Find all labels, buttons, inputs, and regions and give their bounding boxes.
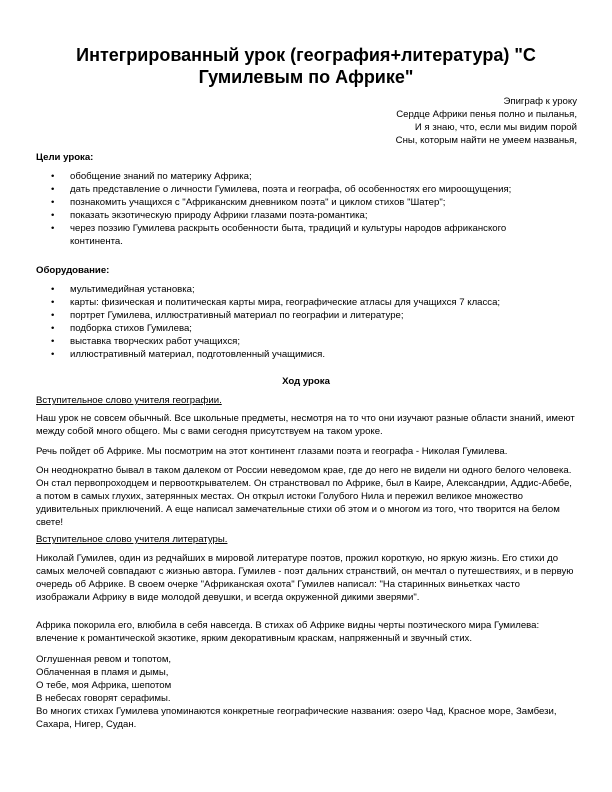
list-item: • подборка стихов Гумилева;: [36, 322, 556, 335]
list-item: • карты: физическая и политическая карты мира, географические атласы для учащихся 7 класса;: [36, 296, 556, 309]
list-item: • через поэзию Гумилева раскрыть особенности быта, традиций и культуры народов африканского континента.: [36, 222, 556, 248]
poem-line: Облаченная в пламя и дымы,: [36, 667, 169, 678]
epigraph-line: Сны, которым найти не умеем названья,: [395, 135, 577, 146]
paragraph-exotic: Африка покорила его, влюбила в себя навсегда. В стихах об Африке видны черты поэтического мира Гумилева: влечение к романтической экзотике, ярким декоративным краскам, напряженный и звучный стих.: [36, 620, 540, 644]
lit-intro-title: Вступительное слово учителя литературы.: [36, 534, 228, 545]
paragraph-gumilev: Николай Гумилев, один из редчайших в мировой литературе поэтов, прожил короткую, но яркую жизнь. Его стихи до самых мелочей совпадают с жизнью автора. Гумилев - поэт дальних странствий, он мечтал о путешествиях, и в первую очередь об Африке. В своем очерке "Африканская охота" Гумилев написал: "На старинных виньетках часто изображали Африку в виде молодой девушки, и всегда окруженной дикими зверями".: [36, 553, 574, 603]
epigraph-line: Сердце Африки пенья полно и пыланья,: [396, 109, 577, 120]
paragraph-names: Во многих стихах Гумилева упоминаются конкретные географические названия: озеро Чад, Красное море, Замбези, Сахара, Нигер, Судан.: [36, 706, 557, 730]
list-item: • познакомить учащихся с "Африканским дневником поэта" и циклом стихов "Шатер";: [36, 196, 556, 209]
list-item: • выставка творческих работ учащихся;: [36, 335, 556, 348]
paragraph-travels: Он неоднократно бывал в таком далеком от России неведомом крае, где до него не видели ни одного белого человека. Он стал первопроходцем и первооткрывателем. Он странствовал по Африке, был в Каире, Александрии, Аддис-Абебе, а потом в самых глухих, затерянных местах. Он открыл истоки Голубого Нила и пережил великое множество удивительных приключений. А еще написал замечательные стихи об этом и о многом из того, что творится на белом свете!: [36, 465, 572, 528]
epigraph: [247, 95, 577, 147]
page-title: Интегрированный урок (география+литература) "С Гумилевым по Африке": [76, 45, 536, 87]
list-item: • мультимедийная установка;: [36, 283, 556, 296]
equipment-list: [36, 283, 556, 361]
poem-line: В небесах говорят серафимы.: [36, 693, 171, 704]
goals-heading: Цели урока:: [36, 152, 94, 163]
list-item: • иллюстративный материал, подготовленный учащимися.: [36, 348, 556, 361]
poem-line: О тебе, моя Африка, шепотом: [36, 680, 172, 691]
epigraph-label: Эпиграф к уроку: [503, 96, 577, 107]
list-item: • портрет Гумилева, иллюстративный материал по географии и литературе;: [36, 309, 556, 322]
list-item: • обобщение знаний по материку Африка;: [36, 170, 556, 183]
paragraph-intro: Наш урок не совсем обычный. Все школьные предметы, несмотря на то что они изучают разные области знаний, имеют между собой много общего. Мы с вами сегодня присутствуем на таком уроке.: [36, 413, 575, 437]
equipment-heading: Оборудование:: [36, 265, 110, 276]
epigraph-line: И я знаю, что, если мы видим порой: [414, 122, 577, 133]
goals-list: [36, 170, 556, 248]
poem: [36, 653, 576, 705]
lesson-heading: Ход урока: [282, 376, 330, 387]
list-item: • показать экзотическую природу Африки глазами поэта-романтика;: [36, 209, 556, 222]
paragraph-africa: Речь пойдет об Африке. Мы посмотрим на этот континент глазами поэта и географа - Николая Гумилева.: [36, 446, 508, 457]
list-item: • дать представление о личности Гумилева, поэта и географа, об особенностях его мироощущения;: [36, 183, 556, 196]
poem-line: Оглушенная ревом и топотом,: [36, 654, 172, 665]
geo-intro-title: Вступительное слово учителя географии.: [36, 395, 222, 406]
